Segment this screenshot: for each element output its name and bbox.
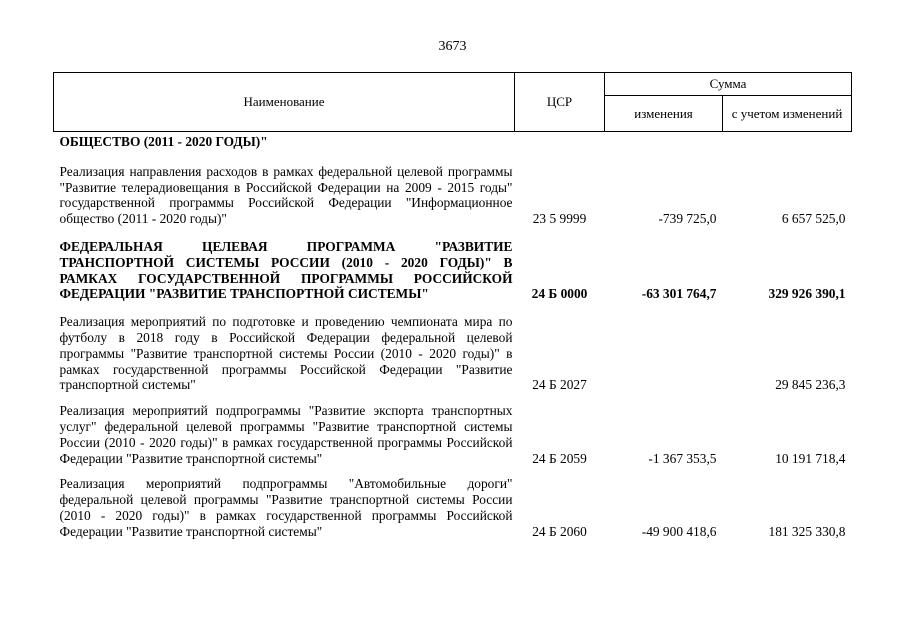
row-change: -739 725,0 bbox=[658, 211, 717, 227]
budget-table bbox=[53, 72, 852, 540]
row-csr bbox=[515, 132, 605, 150]
row-name: ФЕДЕРАЛЬНАЯ ЦЕЛЕВАЯ ПРОГРАММА "РАЗВИТИЕ ТРАНСПОРТНОЙ СИСТЕМЫ РОССИИ (2010 - 2020 ГОДЫ)" В РАМКАХ ГОСУДАРСТВЕННОЙ ПРОГРАММЫ РОССИЙСКОЙ ФЕДЕРАЦИИ "РАЗВИТИЕ ТРАНСПОРТНОЙ СИСТЕМЫ" bbox=[59, 238, 513, 302]
row-total: 29 845 236,3 bbox=[775, 377, 846, 393]
row-change bbox=[605, 132, 723, 150]
header-name: Наименование bbox=[54, 73, 515, 132]
table-row bbox=[54, 302, 852, 393]
row-name: Реализация мероприятий по подготовке и проведению чемпионата мира по футболу в 2018 году в Российской Федерации федеральной целевой программы "Развитие транспортной системы России (2010 - 2020 годы)" в рамках государственной программы Российской Федерации "Развитие транспортной системы" bbox=[59, 314, 513, 393]
row-csr: 24 Б 2027 bbox=[532, 377, 587, 393]
row-name: Реализация мероприятий подпрограммы "Развитие экспорта транспортных услуг" федеральной целевой программы "Развитие транспортной системы России (2010 - 2020 годы)" в рамках государственной программы Российской Федерации "Развитие транспортной системы" bbox=[59, 403, 513, 466]
row-csr: 23 5 9999 bbox=[532, 211, 587, 227]
row-name: Реализация направления расходов в рамках федеральной целевой программы "Развитие телерадиовещания в Российской Федерации на 2009 - 2015 годы" государственной программы Российской Федерации "Информационное общество (2011 - 2020 годы)" bbox=[59, 163, 513, 227]
row-name: ОБЩЕСТВО (2011 - 2020 ГОДЫ)" bbox=[59, 134, 268, 149]
row-csr: 24 Б 2060 bbox=[532, 523, 587, 539]
row-total: 181 325 330,8 bbox=[768, 523, 846, 539]
table-row bbox=[54, 132, 852, 150]
header-change: изменения bbox=[605, 96, 723, 132]
row-name: Реализация мероприятий подпрограммы "Автомобильные дороги" федеральной целевой программы "Развитие транспортной системы России (2010 - 2020 годы)" в рамках государственной программы Российской Федерации "Развитие транспортной системы" bbox=[59, 476, 513, 539]
header-csr: ЦСР bbox=[515, 73, 605, 132]
row-csr: 24 Б 2059 bbox=[532, 450, 587, 466]
table-row bbox=[54, 227, 852, 302]
table-row bbox=[54, 150, 852, 227]
row-change: -63 301 764,7 bbox=[641, 286, 717, 302]
row-total: 10 191 718,4 bbox=[775, 450, 846, 466]
row-total bbox=[723, 132, 852, 150]
table-row bbox=[54, 393, 852, 466]
table-row bbox=[54, 466, 852, 539]
page-number: 3673 bbox=[438, 39, 467, 54]
row-change: -49 900 418,6 bbox=[641, 523, 717, 539]
table-header bbox=[54, 73, 852, 132]
row-change bbox=[605, 302, 723, 393]
table-body bbox=[54, 132, 852, 540]
row-csr: 24 Б 0000 bbox=[531, 286, 588, 302]
row-change: -1 367 353,5 bbox=[648, 450, 717, 466]
row-total: 6 657 525,0 bbox=[781, 211, 846, 227]
header-with-changes: с учетом изменений bbox=[723, 96, 852, 132]
header-sum: Сумма bbox=[605, 73, 852, 96]
row-total: 329 926 390,1 bbox=[768, 286, 846, 302]
